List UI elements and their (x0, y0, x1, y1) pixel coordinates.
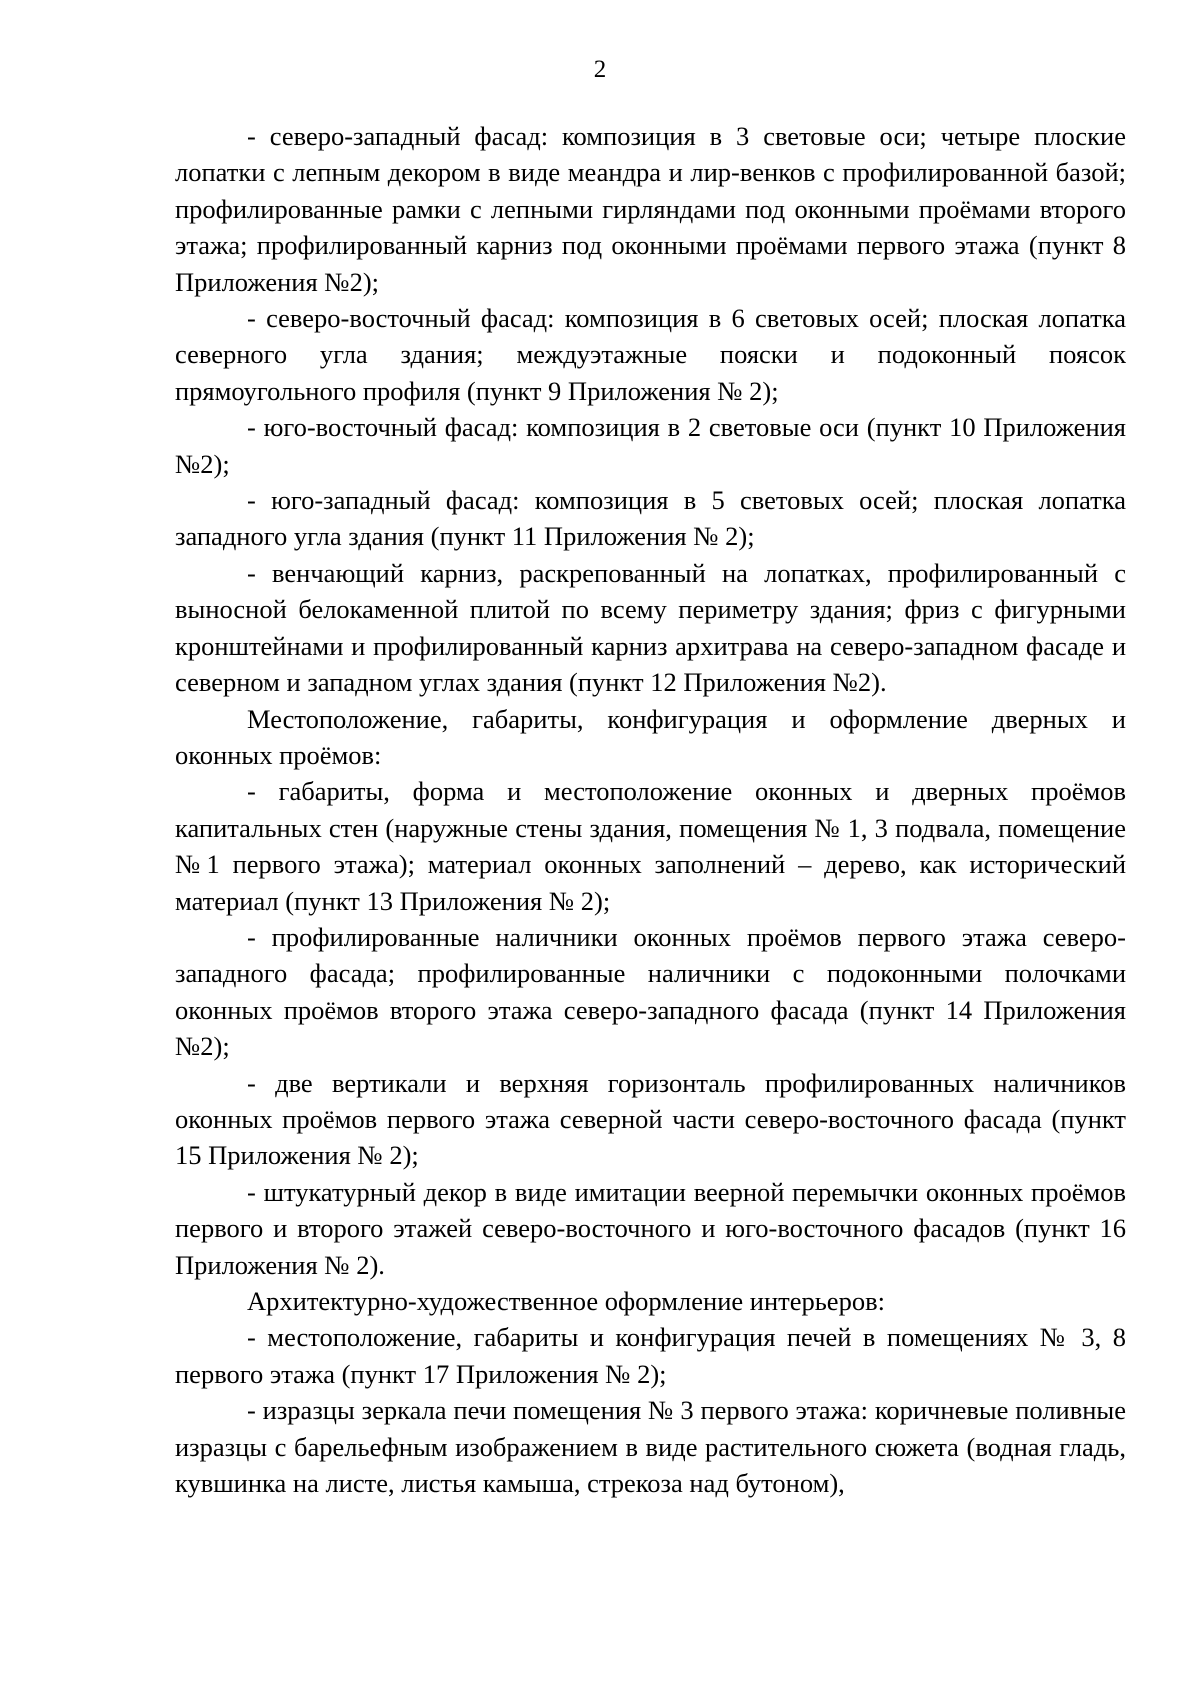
paragraph-southwest-facade: - юго-западный фасад: композиция в 5 световых осей; плоская лопатка западного угла здания (пункт 11 Приложения № 2); (175, 485, 1126, 552)
paragraph-northwest-facade: - северо-западный фасад: композиция в 3 световые оси; четыре плоские лопатки с лепным декором в виде меандра и лир-венков с профилированной базой; профилированные рамки с лепными гирляндами под оконными проёмами второго этажа; профилированный карниз под оконными проёмами первого этажа (пункт 8 Приложения №2); (175, 121, 1126, 297)
document-body (175, 118, 1126, 1501)
paragraph-stucco-decor: - штукатурный декор в виде имитации веерной перемычки оконных проёмов первого и второго этажей северо-восточного и юго-восточного фасадов (пункт 16 Приложения № 2). (175, 1176, 1126, 1280)
paragraph-openings-heading: Местоположение, габариты, конфигурация и оформление дверных и оконных проёмов: (175, 703, 1126, 770)
paragraph-stove-tiles: - изразцы зеркала печи помещения № 3 первого этажа: коричневые поливные изразцы с барельефным изображением в виде растительного сюжета (водная гладь, кувшинка на листе, листья камыша, стрекоза над бутоном), (175, 1395, 1126, 1499)
paragraph-northeast-facade: - северо-восточный фасад: композиция в 6 световых осей; плоская лопатка северного угла здания; междуэтажные пояски и подоконный поясок прямоугольного профиля (пункт 9 Приложения № 2); (175, 303, 1126, 406)
paragraph-casings-north-part: - две вертикали и верхняя горизонталь профилированных наличников оконных проёмов первого этажа северной части северо-восточного фасада (пункт 15 Приложения № 2); (175, 1067, 1126, 1171)
paragraph-southeast-facade: - юго-восточный фасад: композиция в 2 световые оси (пункт 10 Приложения №2); (175, 412, 1126, 479)
page-number: 2 (593, 56, 607, 83)
paragraph-stoves-location: - местоположение, габариты и конфигурация печей в помещениях № 3, 8 первого этажа (пункт 17 Приложения № 2); (175, 1322, 1126, 1389)
paragraph-openings-dimensions: - габариты, форма и местоположение оконных и дверных проёмов капитальных стен (наружные стены здания, помещения № 1, 3 подвала, помещение №1 первого этажа); материал оконных заполнений – дерево, как исторический материал (пункт 13 Приложения № 2); (175, 776, 1126, 916)
paragraph-interiors-heading: Архитектурно-художественное оформление интерьеров: (247, 1286, 885, 1316)
paragraph-crowning-cornice: - венчающий карниз, раскрепованный на лопатках, профилированный с выносной белокаменной плитой по всему периметру здания; фриз с фигурными кронштейнами и профилированный карниз архитрава на северо-западном фасаде и северном и западном углах здания (пункт 12 Приложения №2). (175, 557, 1126, 698)
paragraph-window-casings: - профилированные наличники оконных проёмов первого этажа северо-западного фасада; профилированные наличники с подоконными полочками оконных проёмов второго этажа северо-западного фасада (пункт 14 Приложения №2); (175, 921, 1126, 1062)
